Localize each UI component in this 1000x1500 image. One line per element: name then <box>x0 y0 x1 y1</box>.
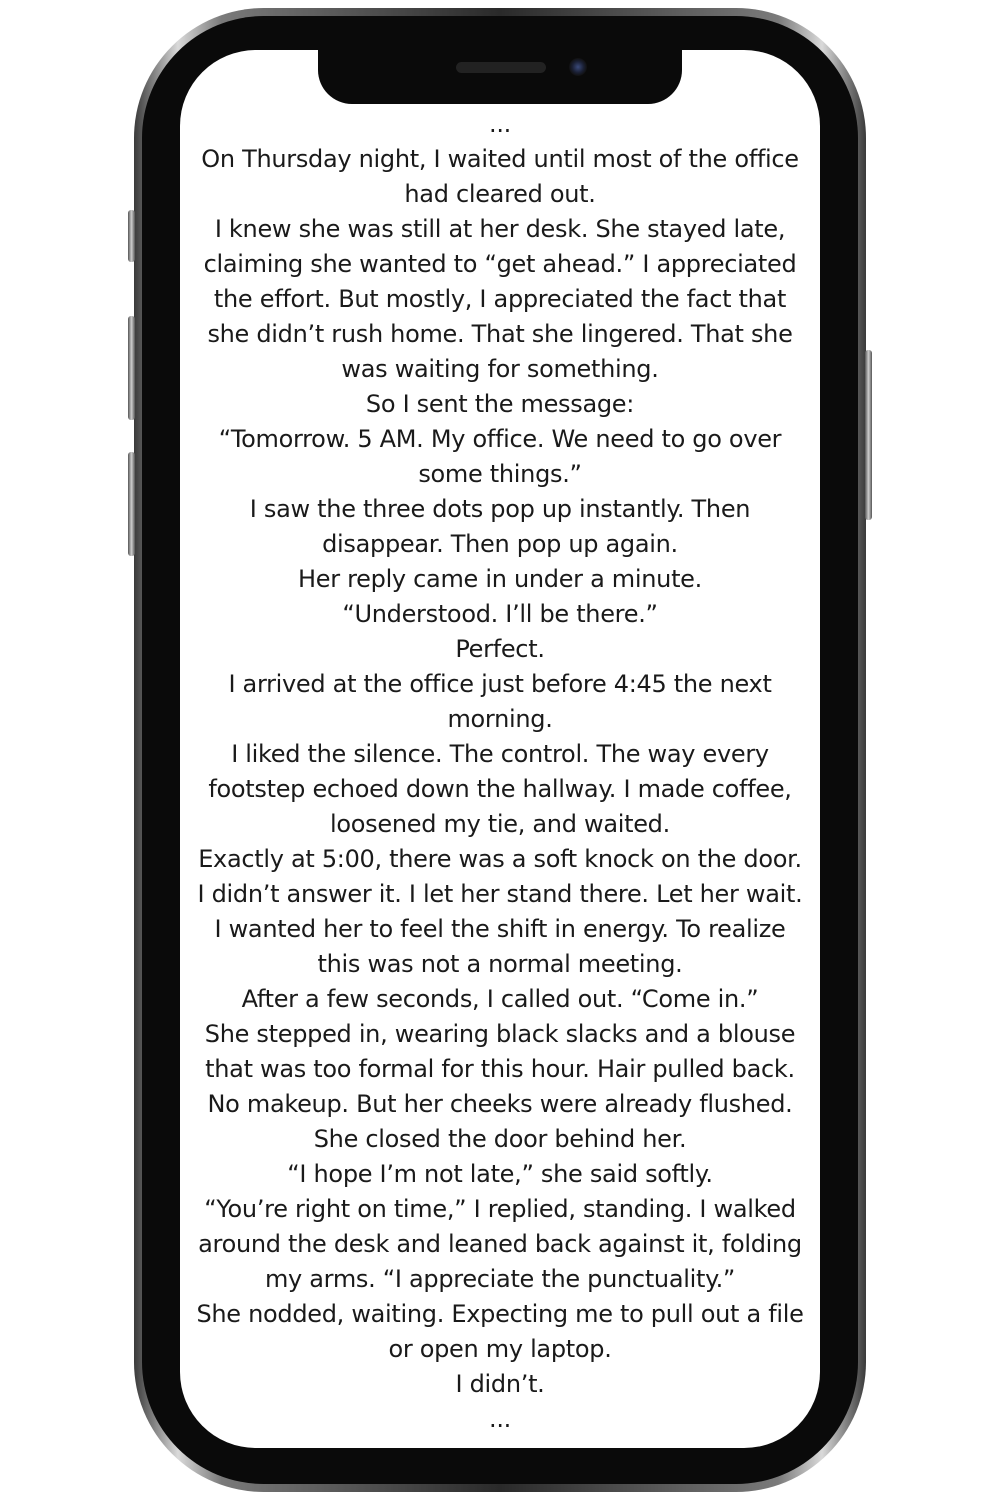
story-paragraph: “I hope I’m not late,” she said softly. <box>287 1160 713 1188</box>
story-paragraph: I wanted her to feel the shift in energy. To realize this was not a normal meeting. <box>214 915 786 978</box>
story-paragraph: So I sent the message: <box>365 390 635 418</box>
front-camera-icon <box>569 58 587 76</box>
story-paragraph: “Tomorrow. 5 AM. My office. We need to go over some things.” <box>218 425 782 488</box>
story-paragraph: After a few seconds, I called out. “Come in.” <box>241 985 759 1013</box>
mute-switch <box>128 210 135 262</box>
volume-up-button <box>128 316 135 420</box>
power-button <box>865 350 872 520</box>
story-paragraph: She nodded, waiting. Expecting me to pull out a file or open my laptop. <box>196 1300 804 1363</box>
volume-down-button <box>128 452 135 556</box>
story-paragraph: “You’re right on time,” I replied, standing. I walked around the desk and leaned back against it, folding my arms. “I appreciate the punctuality.” <box>198 1195 802 1293</box>
story-text <box>196 107 804 1437</box>
story-paragraph: Her reply came in under a minute. <box>298 565 702 593</box>
story-paragraph: I saw the three dots pop up instantly. Then disappear. Then pop up again. <box>249 495 751 558</box>
story-paragraph: ... <box>489 110 511 138</box>
story-paragraph: Perfect. <box>455 635 545 663</box>
story-paragraph: I liked the silence. The control. The way every footstep echoed down the hallway. I made coffee, loosened my tie, and waited. <box>208 740 792 838</box>
story-paragraph: I knew she was still at her desk. She stayed late, claiming she wanted to “get ahead.” I appreciated the effort. But mostly, I appreciated the fact that she didn’t rush home. That she lingered. That she was waiting for something. <box>203 215 797 383</box>
story-paragraph: Exactly at 5:00, there was a soft knock on the door. <box>198 845 802 873</box>
story-paragraph: I arrived at the office just before 4:45 the next morning. <box>228 670 772 733</box>
story-paragraph: I didn’t answer it. I let her stand there. Let her wait. <box>197 880 803 908</box>
story-paragraph: I didn’t. <box>455 1370 545 1398</box>
story-paragraph: She closed the door behind her. <box>313 1125 687 1153</box>
notch <box>318 48 682 104</box>
story-paragraph: ... <box>489 1405 511 1433</box>
story-paragraph: “Understood. I’ll be there.” <box>342 600 658 628</box>
speaker-grille-icon <box>456 62 546 73</box>
story-paragraph: She stepped in, wearing black slacks and a blouse that was too formal for this hour. Hair pulled back. No makeup. But her cheeks were already flushed. <box>204 1020 796 1118</box>
story-paragraph: On Thursday night, I waited until most of the office had cleared out. <box>201 145 799 208</box>
